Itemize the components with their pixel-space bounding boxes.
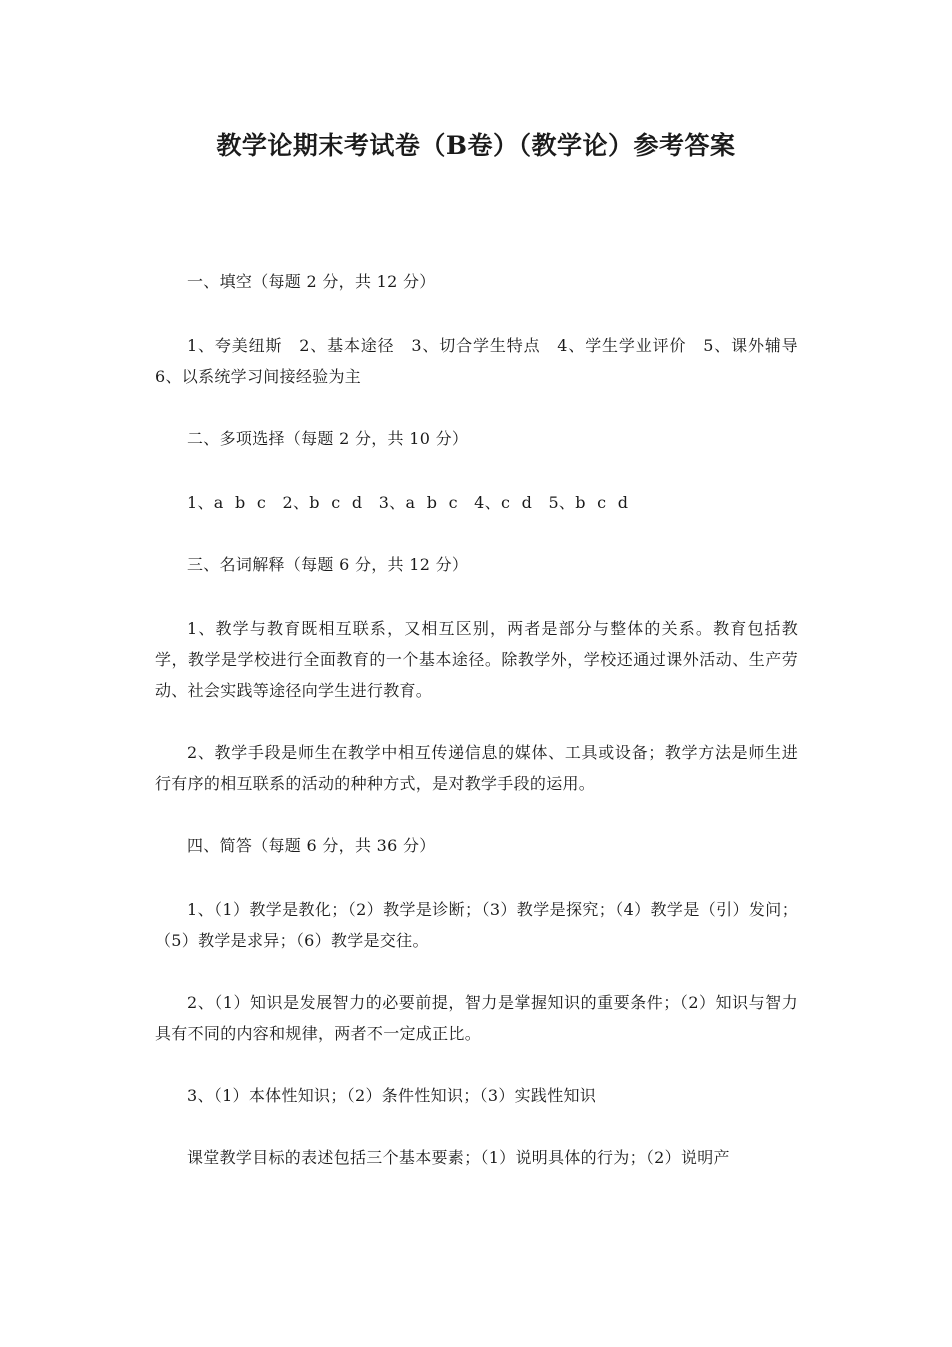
answer-multiple-choice: 1、a b c 2、b c d 3、a b c 4、c d 5、b c d xyxy=(187,493,629,512)
document-body xyxy=(155,266,815,1204)
answer-term-1: 1、教学与教育既相互联系，又相互区别，两者是部分与整体的关系。教育包括教学，教学是学校进行全面教育的一个基本途径。除教学外，学校还通过课外活动、生产劳动、社会实践等途径向学生进行教育。 xyxy=(155,619,798,700)
document-title: 教学论期末考试卷（B卷）（教学论）参考答案 xyxy=(216,131,736,160)
answer-short-1: 1、（1）教学是教化；（2）教学是诊断；（3）教学是探究；（4）教学是（引）发问；（5）教学是求异；（6）教学是交往。 xyxy=(155,900,798,950)
section-heading-term-explanation: 三、名词解释（每题 6 分，共 12 分） xyxy=(187,555,469,574)
section-heading-multiple-choice: 二、多项选择（每题 2 分，共 10 分） xyxy=(187,429,469,448)
answer-short-3: 3、（1）本体性知识；（2）条件性知识；（3）实践性知识 xyxy=(187,1086,597,1105)
answer-short-3-continued: 课堂教学目标的表述包括三个基本要素；（1）说明具体的行为；（2）说明产 xyxy=(187,1148,730,1167)
answer-short-2: 2、（1）知识是发展智力的必要前提，智力是掌握知识的重要条件；（2）知识与智力具有不同的内容和规律，两者不一定成正比。 xyxy=(155,993,798,1043)
section-heading-short-answer: 四、简答（每题 6 分，共 36 分） xyxy=(187,836,436,855)
answer-term-2: 2、教学手段是师生在教学中相互传递信息的媒体、工具或设备；教学方法是师生进行有序的相互联系的活动的种种方式，是对教学手段的运用。 xyxy=(155,743,798,793)
answer-fill-in: 1、夸美纽斯 2、基本途径 3、切合学生特点 4、学生学业评价 5、课外辅导 6、以系统学习间接经验为主 xyxy=(155,336,815,386)
section-heading-fill-in: 一、填空（每题 2 分，共 12 分） xyxy=(187,272,436,291)
